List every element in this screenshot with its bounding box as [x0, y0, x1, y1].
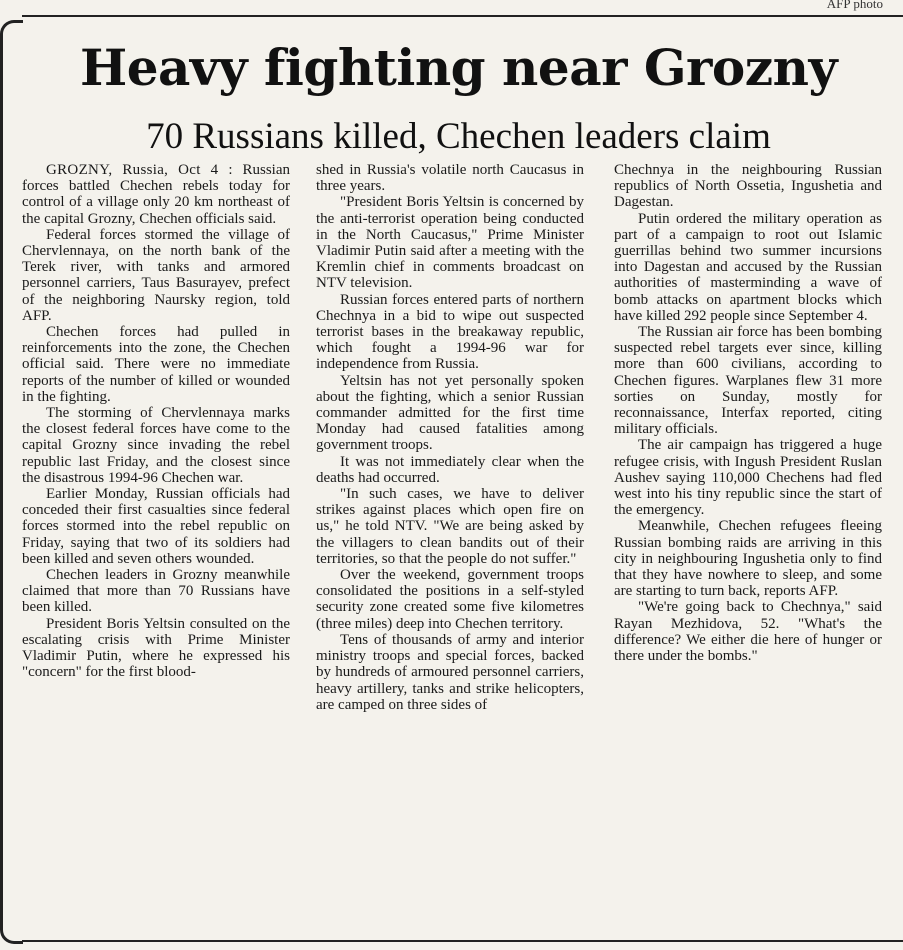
- paragraph: Chechnya in the neighbouring Russian republics of North Ossetia, Ingushetia and Dagestan.: [614, 162, 882, 211]
- paragraph: Russian forces battled Chechen rebels today for control of a village only 20 km northeast of the capital Grozny, Chechen officials said.: [22, 162, 290, 227]
- paragraph: Chechen forces had pulled in reinforcements into the zone, the Chechen official said. There were no immediate reports of the number of killed or wounded in the fighting.: [22, 324, 290, 405]
- paragraph: Earlier Monday, Russian officials had conceded their first casualties since federal forces stormed into the rebel republic on Friday, saying that two of its soldiers had been killed and seven others wounded.: [22, 486, 290, 567]
- paragraph: "President Boris Yeltsin is concerned by the anti-terrorist operation being conducted in the North Caucasus," Prime Minister Vladimir Putin said after a meeting with the Kremlin chief in comments broadcast on NTV television.: [316, 194, 584, 292]
- clipping-border: [0, 20, 23, 944]
- bottom-rule: [22, 940, 903, 942]
- paragraph: Meanwhile, Chechen refugees fleeing Russian bombing raids are arriving in this city in neighbouring Ingushetia only to find that they have nowhere to sleep, and some are starting to turn back, reports AFP.: [614, 518, 882, 600]
- photo-credit: AFP photo: [826, 0, 883, 11]
- paragraph: Chechen leaders in Grozny meanwhile claimed that more than 70 Russians have been killed.: [22, 567, 290, 616]
- paragraph: Federal forces stormed the village of Chervlennaya, on the north bank of the Terek river, with tanks and armored personnel carriers, Taus Basurayev, prefect of the neighboring Naursky region, told AFP.: [22, 226, 290, 324]
- paragraph: Tens of thousands of army and interior ministry troops and special forces, backed by hundreds of armoured personnel carriers, heavy artillery, tanks and strike helicopters, are camped on three sides of: [316, 631, 584, 713]
- article-column-1: [22, 162, 290, 932]
- headline: Heavy fighting near Grozny: [79, 38, 838, 97]
- paragraph: Russian forces entered parts of northern Chechnya in a bid to wipe out suspected terrorist bases in the breakaway republic, which fought a 1994-96 war for independence from Russia.: [316, 291, 584, 373]
- paragraph: "We're going back to Chechnya," said Rayan Mezhidova, 52. "What's the difference? We either die here of hunger or there under the bombs.": [614, 599, 882, 665]
- paragraph: The air campaign has triggered a huge refugee crisis, with Ingush President Ruslan Aushev saying 110,000 Chechens had fled west into his tiny republic since the start of the emergency.: [614, 437, 882, 519]
- paragraph: Yeltsin has not yet personally spoken about the fighting, which a senior Russian commander admitted for the first time Monday had caused fatalities among government troops.: [316, 372, 584, 454]
- paragraph: shed in Russia's volatile north Caucasus in three years.: [316, 162, 584, 195]
- paragraph: "In such cases, we have to deliver strikes against places which open fire on us," he told NTV. "We are being asked by the villagers to clean bandits out of their territories, so that the people do not suffer.": [316, 486, 584, 567]
- paragraph: The Russian air force has been bombing suspected rebel targets ever since, killing more than 600 civilians, according to Chechen figures. Warplanes flew 31 more sorties on Sunday, mostly for reconnaissance, Interfax reported, citing military officials.: [614, 324, 882, 438]
- dateline-paragraph: [22, 162, 290, 227]
- subheadline: 70 Russians killed, Chechen leaders claim: [146, 116, 771, 157]
- dateline: GROZNY, Russia, Oct 4 :: [46, 162, 233, 178]
- paragraph: The storming of Chervlennaya marks the closest federal forces have come to the capital Grozny since invading the rebel republic last Friday, and the closest since the disastrous 1994-96 Chechen war.: [22, 405, 290, 486]
- paragraph: Over the weekend, government troops consolidated the positions in a self-styled security zone created some five kilometres (three miles) deep into Chechen territory.: [316, 567, 584, 632]
- paragraph: It was not immediately clear when the deaths had occurred.: [316, 453, 584, 486]
- top-rule: [22, 15, 903, 17]
- article-column-3: [614, 162, 882, 932]
- paragraph: Putin ordered the military operation as part of a campaign to root out Islamic guerrillas behind two summer incursions into Dagestan and accused by the Russian authorities of masterminding a wave of bomb attacks on apartment blocks which have killed 292 people since September 4.: [614, 210, 882, 324]
- article-body: [22, 162, 890, 932]
- article-column-2: [316, 162, 584, 932]
- paragraph: President Boris Yeltsin consulted on the escalating crisis with Prime Minister Vladimir Putin, where he expressed his "concern" for the first blood-: [22, 615, 290, 681]
